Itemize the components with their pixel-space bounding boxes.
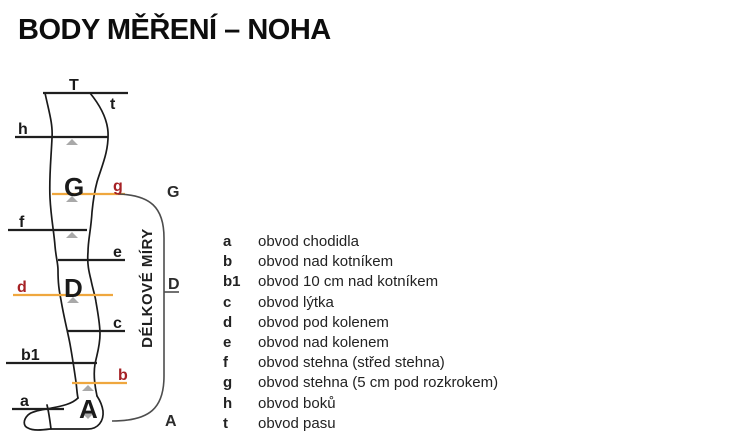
legend-key: h (223, 394, 233, 412)
legend-row-f (223, 353, 498, 373)
label-A-big: A (79, 394, 98, 424)
legend-label: obvod pod kolenem (258, 313, 389, 331)
legend-label: obvod pasu (258, 414, 336, 432)
leg-outline (24, 93, 108, 430)
legend-row-g (223, 373, 498, 393)
legend-key: t (223, 414, 228, 432)
legend-row-d (223, 313, 498, 333)
legend-key: g (223, 374, 233, 392)
label-g: g (113, 178, 123, 195)
legend-label: obvod stehna (5 cm pod rozkrokem) (258, 374, 499, 392)
label-a: a (20, 393, 29, 410)
leg-measurement-diagram (0, 68, 210, 441)
label-f: f (19, 214, 25, 231)
label-h: h (18, 121, 28, 138)
legend-label: obvod boků (258, 394, 336, 412)
page-title: BODY MĚŘENÍ – NOHA (18, 14, 331, 46)
label-T: T (69, 77, 79, 94)
legend-row-b (223, 252, 498, 272)
legend-key: b1 (223, 273, 241, 291)
label-G-big: G (64, 172, 85, 202)
label-G-bracket: G (167, 184, 180, 201)
label-D-bracket: D (168, 276, 180, 293)
legend-key: e (223, 333, 232, 351)
legend-key: a (223, 233, 232, 250)
legend-key: f (223, 354, 228, 372)
legend (223, 232, 498, 434)
legend-row-a (223, 232, 498, 252)
label-t: t (110, 96, 116, 113)
legend-key: c (223, 293, 232, 311)
legend-label: obvod nad kolenem (258, 333, 389, 351)
triangle-up-h-icon (66, 139, 78, 145)
label-b: b (118, 367, 128, 384)
label-c: c (113, 315, 122, 332)
label-d: d (17, 279, 27, 296)
legend-label: obvod nad kotníkem (258, 253, 394, 271)
triangle-up-b-icon (82, 385, 94, 391)
legend-key: d (223, 313, 233, 331)
legend-label: obvod chodidla (258, 233, 359, 250)
legend-row-t (223, 414, 498, 434)
triangle-up-f-icon (66, 232, 78, 238)
legend-row-e (223, 333, 498, 353)
label-D-big: D (64, 273, 83, 303)
legend-row-b1 (223, 272, 498, 292)
label-e: e (113, 244, 122, 261)
legend-key: b (223, 253, 233, 271)
legend-row-c (223, 293, 498, 313)
legend-label: obvod 10 cm nad kotníkem (258, 273, 439, 291)
legend-row-h (223, 394, 498, 414)
label-b1: b1 (21, 347, 40, 364)
label-A-bracket: A (165, 413, 177, 430)
legend-label: obvod stehna (střed stehna) (258, 354, 445, 372)
label-length-measures: DÉLKOVÉ MÍRY (139, 228, 156, 348)
legend-label: obvod lýtka (258, 293, 334, 311)
